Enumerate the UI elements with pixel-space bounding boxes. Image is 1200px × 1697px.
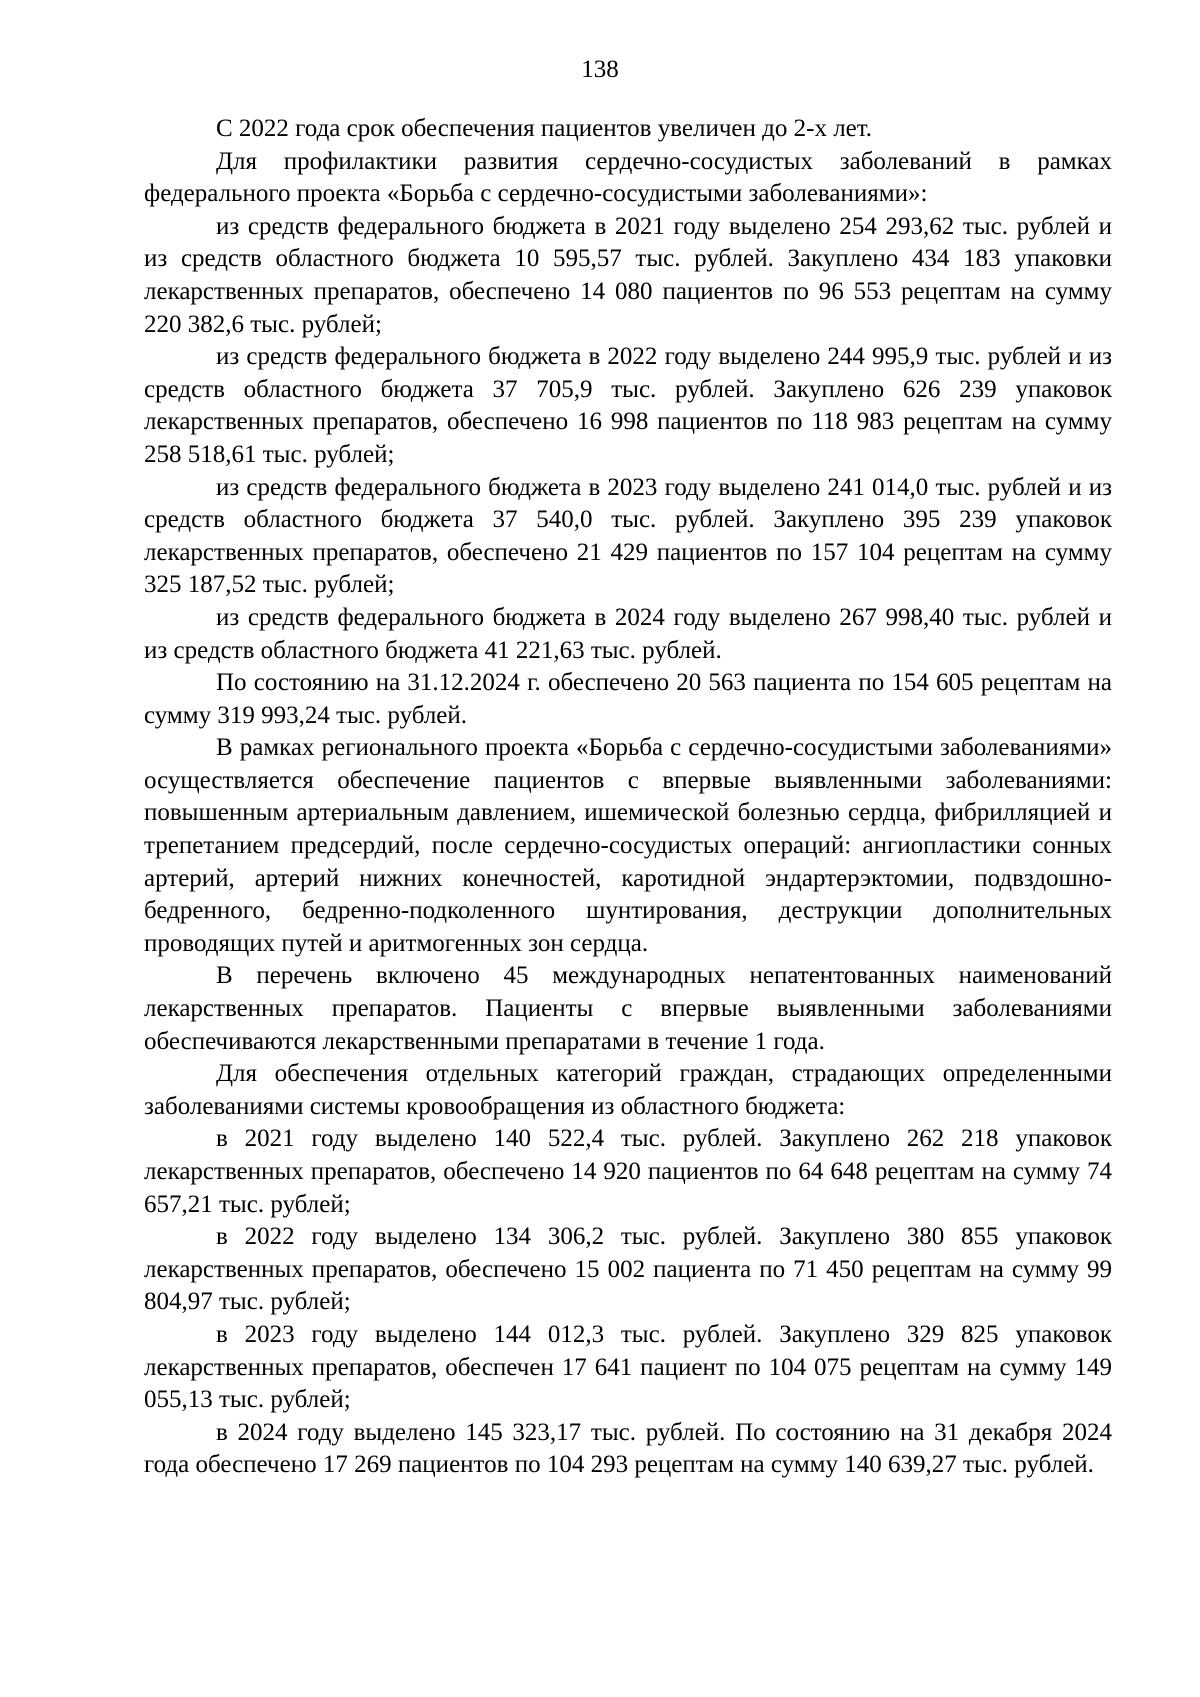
paragraph-10: Для обеспечения отдельных категорий граждан, страдающих определенными заболеваниями системы кровообращения из областного бюджета: <box>144 1060 1112 1120</box>
paragraph-11: в 2021 году выделено 140 522,4 тыс. рублей. Закуплено 262 218 упаковок лекарственных препаратов, обеспечено 14 920 пациентов по 64 648 рецептам на сумму 74 657,21 тыс. рублей; <box>144 1125 1112 1218</box>
paragraph-2: Для профилактики развития сердечно-сосудистых заболеваний в рамках федерального проекта «Борьба с сердечно-сосудистыми заболеваниями»: <box>144 147 1112 208</box>
paragraph-12: в 2022 году выделено 134 306,2 тыс. рублей. Закуплено 380 855 упаковок лекарственных препаратов, обеспечено 15 002 пациента по 71 450 рецептам на сумму 99 804,97 тыс. рублей; <box>144 1223 1112 1316</box>
paragraph-7: По состоянию на 31.12.2024 г. обеспечено 20 563 пациента по 154 605 рецептам на сумму 319 993,24 тыс. рублей. <box>144 669 1112 729</box>
paragraph-9: В перечень включено 45 международных непатентованных наименований лекарственных препаратов. Пациенты с впервые выявленными заболеваниями обеспечиваются лекарственными препаратами в течение 1 года. <box>144 962 1112 1055</box>
paragraph-8: В рамках регионального проекта «Борьба с сердечно-сосудистыми заболеваниями» осуществляется обеспечение пациентов с впервые выявленными заболеваниями: повышенным артериальным давлением, ишемической болезнью сердца, фибрилляцией и трепетанием предсердий, после сердечно-сосудистых операций: ангиопластики сонных артерий, артерий нижних конечностей, каротидной эндартерэктомии, подвздошно-бедренного, бедренно-подколенного шунтирования, деструкции дополнительных проводящих путей и аритмогенных зон сердца. <box>144 734 1112 957</box>
paragraph-1: С 2022 года срок обеспечения пациентов увеличен до 2-х лет. <box>216 115 873 142</box>
paragraph-14: в 2024 году выделено 145 323,17 тыс. рублей. По состоянию на 31 декабря 2024 года обеспечено 17 269 пациентов по 104 293 рецептам на сумму 140 639,27 тыс. рублей. <box>144 1418 1112 1479</box>
paragraph-6: из средств федерального бюджета в 2024 году выделено 267 998,40 тыс. рублей и из средств областного бюджета 41 221,63 тыс. рублей. <box>144 603 1112 664</box>
document-body <box>144 113 1112 1482</box>
paragraph-4: из средств федерального бюджета в 2022 году выделено 244 995,9 тыс. рублей и из средств областного бюджета 37 705,9 тыс. рублей. Закуплено 626 239 упаковок лекарственных препаратов, обеспечено 16 998 пациентов по 118 983 рецептам на сумму 258 518,61 тыс. рублей; <box>144 343 1112 468</box>
paragraph-13: в 2023 году выделено 144 012,3 тыс. рублей. Закуплено 329 825 упаковок лекарственных препаратов, обеспечен 17 641 пациент по 104 075 рецептам на сумму 149 055,13 тыс. рублей; <box>144 1320 1112 1414</box>
paragraph-5: из средств федерального бюджета в 2023 году выделено 241 014,0 тыс. рублей и из средств областного бюджета 37 540,0 тыс. рублей. Закуплено 395 239 упаковок лекарственных препаратов, обеспечено 21 429 пациентов по 157 104 рецептам на сумму 325 187,52 тыс. рублей; <box>144 473 1112 599</box>
page-number: 138 <box>581 56 619 83</box>
paragraph-3: из средств федерального бюджета в 2021 году выделено 254 293,62 тыс. рублей и из средств областного бюджета 10 595,57 тыс. рублей. Закуплено 434 183 упаковки лекарственных препаратов, обеспечено 14 080 пациентов по 96 553 рецептам на сумму 220 382,6 тыс. рублей; <box>144 212 1112 338</box>
